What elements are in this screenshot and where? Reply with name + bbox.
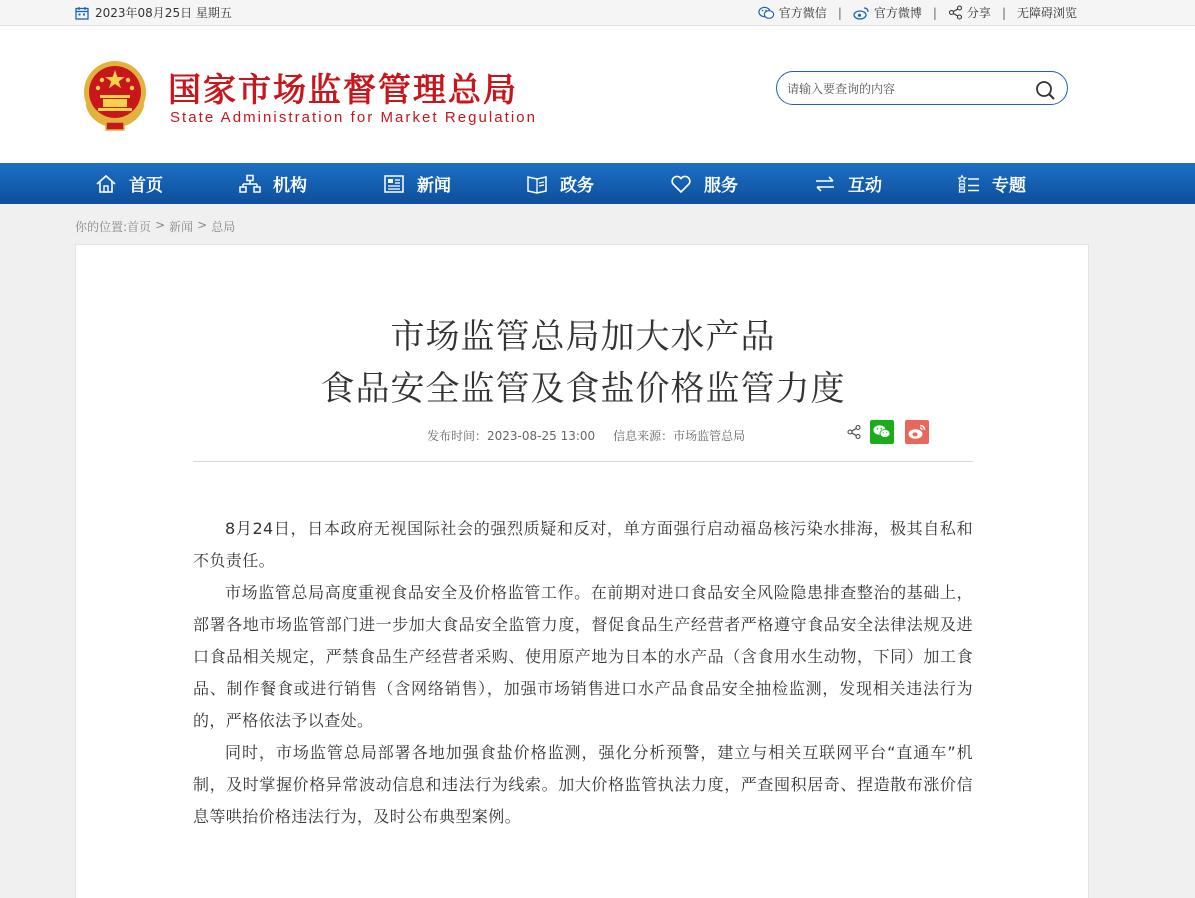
nav-item-organization[interactable] <box>239 163 307 204</box>
article-panel <box>75 244 1089 898</box>
official-weibo-label: 官方微博 <box>873 6 922 20</box>
exchange-arrows-icon <box>814 174 836 194</box>
article-title <box>76 311 1090 415</box>
breadcrumb-prefix: 你的位置: <box>75 220 128 234</box>
article-paragraph: 8月24日，日本政府无视国际社会的强烈质疑和反对，单方面强行启动福岛核污染水排海，极其自私和不负责任。 <box>193 519 973 570</box>
nav-item-topics[interactable] <box>958 163 1026 204</box>
article-paragraph: 同时，市场监管总局部署各地加强食盐价格监测，强化分析预警，建立与相关互联网平台“直通车”机制，及时掌握价格异常波动信息和违法行为线索。加大价格监管执法力度，严查囤积居奇、捏造散布涨价信息等哄抬价格违法行为，及时公布典型案例。 <box>193 743 973 826</box>
accessibility-label: 无障碍浏览 <box>1016 6 1077 20</box>
source-value: 市场监管总局 <box>673 429 746 443</box>
article-source <box>613 427 745 444</box>
top-bar <box>0 0 1195 26</box>
nav-label-interaction: 互动 <box>848 176 882 196</box>
official-wechat-link[interactable] <box>758 4 827 21</box>
current-date <box>75 4 232 21</box>
national-emblem-icon[interactable] <box>80 58 150 132</box>
search-box <box>776 71 1068 105</box>
news-icon <box>383 174 405 194</box>
home-icon <box>95 174 117 194</box>
nav-label-services: 服务 <box>704 176 738 196</box>
site-header <box>0 26 1195 163</box>
breadcrumb-separator: > <box>197 218 208 232</box>
share-icon[interactable] <box>846 424 862 440</box>
weibo-icon <box>853 6 870 20</box>
organization-icon <box>239 174 261 194</box>
nav-item-government-affairs[interactable] <box>526 163 594 204</box>
article-title-line2: 食品安全监管及食盐价格监管力度 <box>320 369 846 409</box>
top-links <box>758 4 1077 21</box>
article-body <box>193 513 973 833</box>
separator: | <box>837 5 842 20</box>
share-icon <box>948 5 963 20</box>
nav-label-organization: 机构 <box>273 176 307 196</box>
nav-item-services[interactable] <box>670 163 738 204</box>
breadcrumb <box>75 218 235 235</box>
breadcrumb-home[interactable]: 首页 <box>127 220 152 234</box>
nav-label-home: 首页 <box>129 176 163 196</box>
book-icon <box>526 174 548 194</box>
search-icon[interactable] <box>1034 79 1056 101</box>
share-label: 分享 <box>966 6 991 20</box>
separator: | <box>1001 5 1006 20</box>
official-wechat-label: 官方微信 <box>778 6 827 20</box>
nav-item-news[interactable] <box>383 163 451 204</box>
nav-item-home[interactable] <box>95 163 163 204</box>
weibo-icon[interactable] <box>905 420 929 444</box>
site-title-cn[interactable]: 国家市场监督管理总局 <box>168 70 518 109</box>
main-nav <box>0 163 1195 204</box>
publish-time-value: 2023-08-25 13:00 <box>487 429 596 443</box>
publish-time <box>427 427 595 444</box>
search-input[interactable] <box>787 79 1027 99</box>
wechat-icon[interactable] <box>870 420 894 444</box>
breadcrumb-separator: > <box>155 218 166 232</box>
article-paragraph: 市场监管总局高度重视食品安全及价格监管工作。在前期对进口食品安全风险隐患排查整治的基础上，部署各地市场监管部门进一步加大食品安全监管力度，督促食品生产经营者严格遵守食品安全法律法规及进口食品相关规定，严禁食品生产经营者采购、使用原产地为日本的水产品（含食用水生动物，下同）加工食品、制作餐食或进行销售（含网络销售），加强市场销售进口水产品食品安全抽检监测，发现相关违法行为的，严格依法予以查处。 <box>193 583 973 730</box>
article-meta <box>427 427 745 444</box>
heart-icon <box>670 174 692 194</box>
publish-time-label: 发布时间： <box>427 429 488 443</box>
calendar-icon <box>75 6 89 20</box>
separator: | <box>932 5 937 20</box>
nav-item-interaction[interactable] <box>814 163 882 204</box>
article-share <box>846 420 929 444</box>
article-title-line1: 市场监管总局加大水产品 <box>390 317 776 357</box>
title-divider <box>193 461 973 462</box>
site-title-en: State Administration for Market Regulation <box>170 109 538 126</box>
official-weibo-link[interactable] <box>853 4 922 21</box>
date-text: 2023年08月25日 星期五 <box>95 6 232 20</box>
nav-label-topics: 专题 <box>992 176 1026 196</box>
wechat-icon <box>758 6 775 20</box>
nav-label-government-affairs: 政务 <box>560 176 594 196</box>
breadcrumb-headquarters[interactable]: 总局 <box>211 220 236 234</box>
breadcrumb-news[interactable]: 新闻 <box>169 220 194 234</box>
accessibility-link[interactable] <box>1017 4 1077 21</box>
share-link[interactable] <box>948 4 991 21</box>
source-label: 信息来源： <box>613 429 674 443</box>
topic-list-icon <box>958 174 980 194</box>
nav-label-news: 新闻 <box>417 176 451 196</box>
